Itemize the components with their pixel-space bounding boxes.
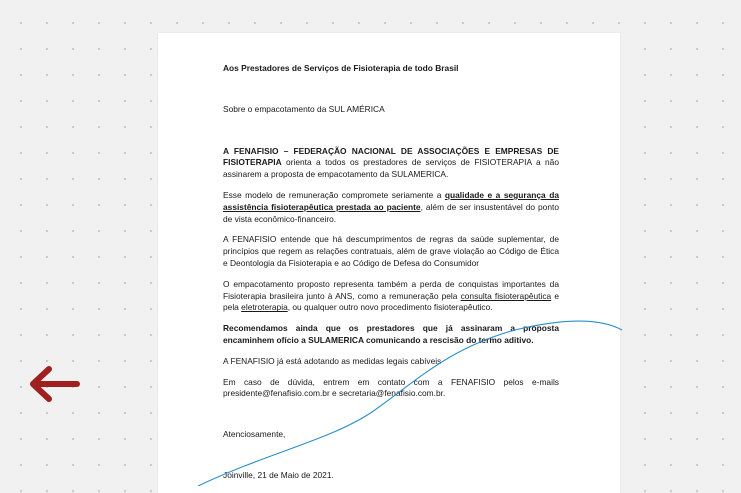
paragraph-4-text-b: e pela xyxy=(223,290,559,313)
paragraph-1-text: orienta a todos os prestadores de serviços de FISIOTERAPIA a não assinarem a proposta de empacotamento da SULAMERICA. xyxy=(223,157,559,180)
consulta-emphasis: consulta fisioterapêutica xyxy=(460,290,552,301)
org-name: A FENAFISIO – FEDERAÇÃO NACIONAL DE ASSOCIAÇÕES E EMPRESAS DE FISIOTERAPIA xyxy=(223,145,559,168)
letter-body xyxy=(223,63,559,482)
paragraph-2 xyxy=(223,190,559,225)
paragraph-4 xyxy=(223,279,559,314)
arrow-left-icon xyxy=(25,364,81,404)
letter-subject: Sobre o empacotamento da SUL AMÉRICA xyxy=(223,103,385,114)
paragraph-2-text-b: , além de ser insustentável do ponto de vista econômico-financeiro. xyxy=(223,201,559,224)
paragraph-6: A FENAFISIO já está adotando as medidas legais cabíveis xyxy=(223,355,442,366)
paragraph-4-text-c: , ou qualquer outro novo procedimento fisioterapêutico. xyxy=(287,302,493,313)
paragraph-7: Em caso de dúvida, entrem em contato com a FENAFISIO pelos e-mails presidente@fenafisio.com.br e secretaria@fenafisio.com.br. xyxy=(223,376,559,399)
letter-recipient: Aos Prestadores de Serviços de Fisioterapia de todo Brasil xyxy=(223,63,459,73)
paragraph-4-text-a: O empacotamento proposto representa também a perda de conquistas importantes da Fisioterapia brasileira junto à ANS, como a remuneração pela xyxy=(223,278,559,301)
letter-place-date: Joinville, 21 de Maio de 2021. xyxy=(223,469,334,480)
paragraph-5: Recomendamos ainda que os prestadores que já assinaram a proposta encaminhem ofício a SULAMERICA comunicando a rescisão do termo aditivo. xyxy=(223,323,559,345)
quality-emphasis: qualidade e a segurança da assistência fisioterapêutica prestada ao paciente xyxy=(223,189,559,212)
eletroterapia-emphasis: eletroterapia xyxy=(241,302,288,313)
paragraph-3: A FENAFISIO entende que há descumprimentos de regras da saúde suplementar, de princípios que regem as relações contratuais, além de grave violação ao Código de Ética e Deontologia da Fisioterapia e ao Código de Defesa do Consumidor xyxy=(223,234,559,268)
paragraph-1 xyxy=(223,146,559,181)
letter-page xyxy=(158,33,620,493)
back-button[interactable] xyxy=(24,362,82,406)
paragraph-2-text-a: Esse modelo de remuneração compromete seriamente a xyxy=(223,189,445,200)
letter-closing: Atenciosamente, xyxy=(223,429,286,440)
